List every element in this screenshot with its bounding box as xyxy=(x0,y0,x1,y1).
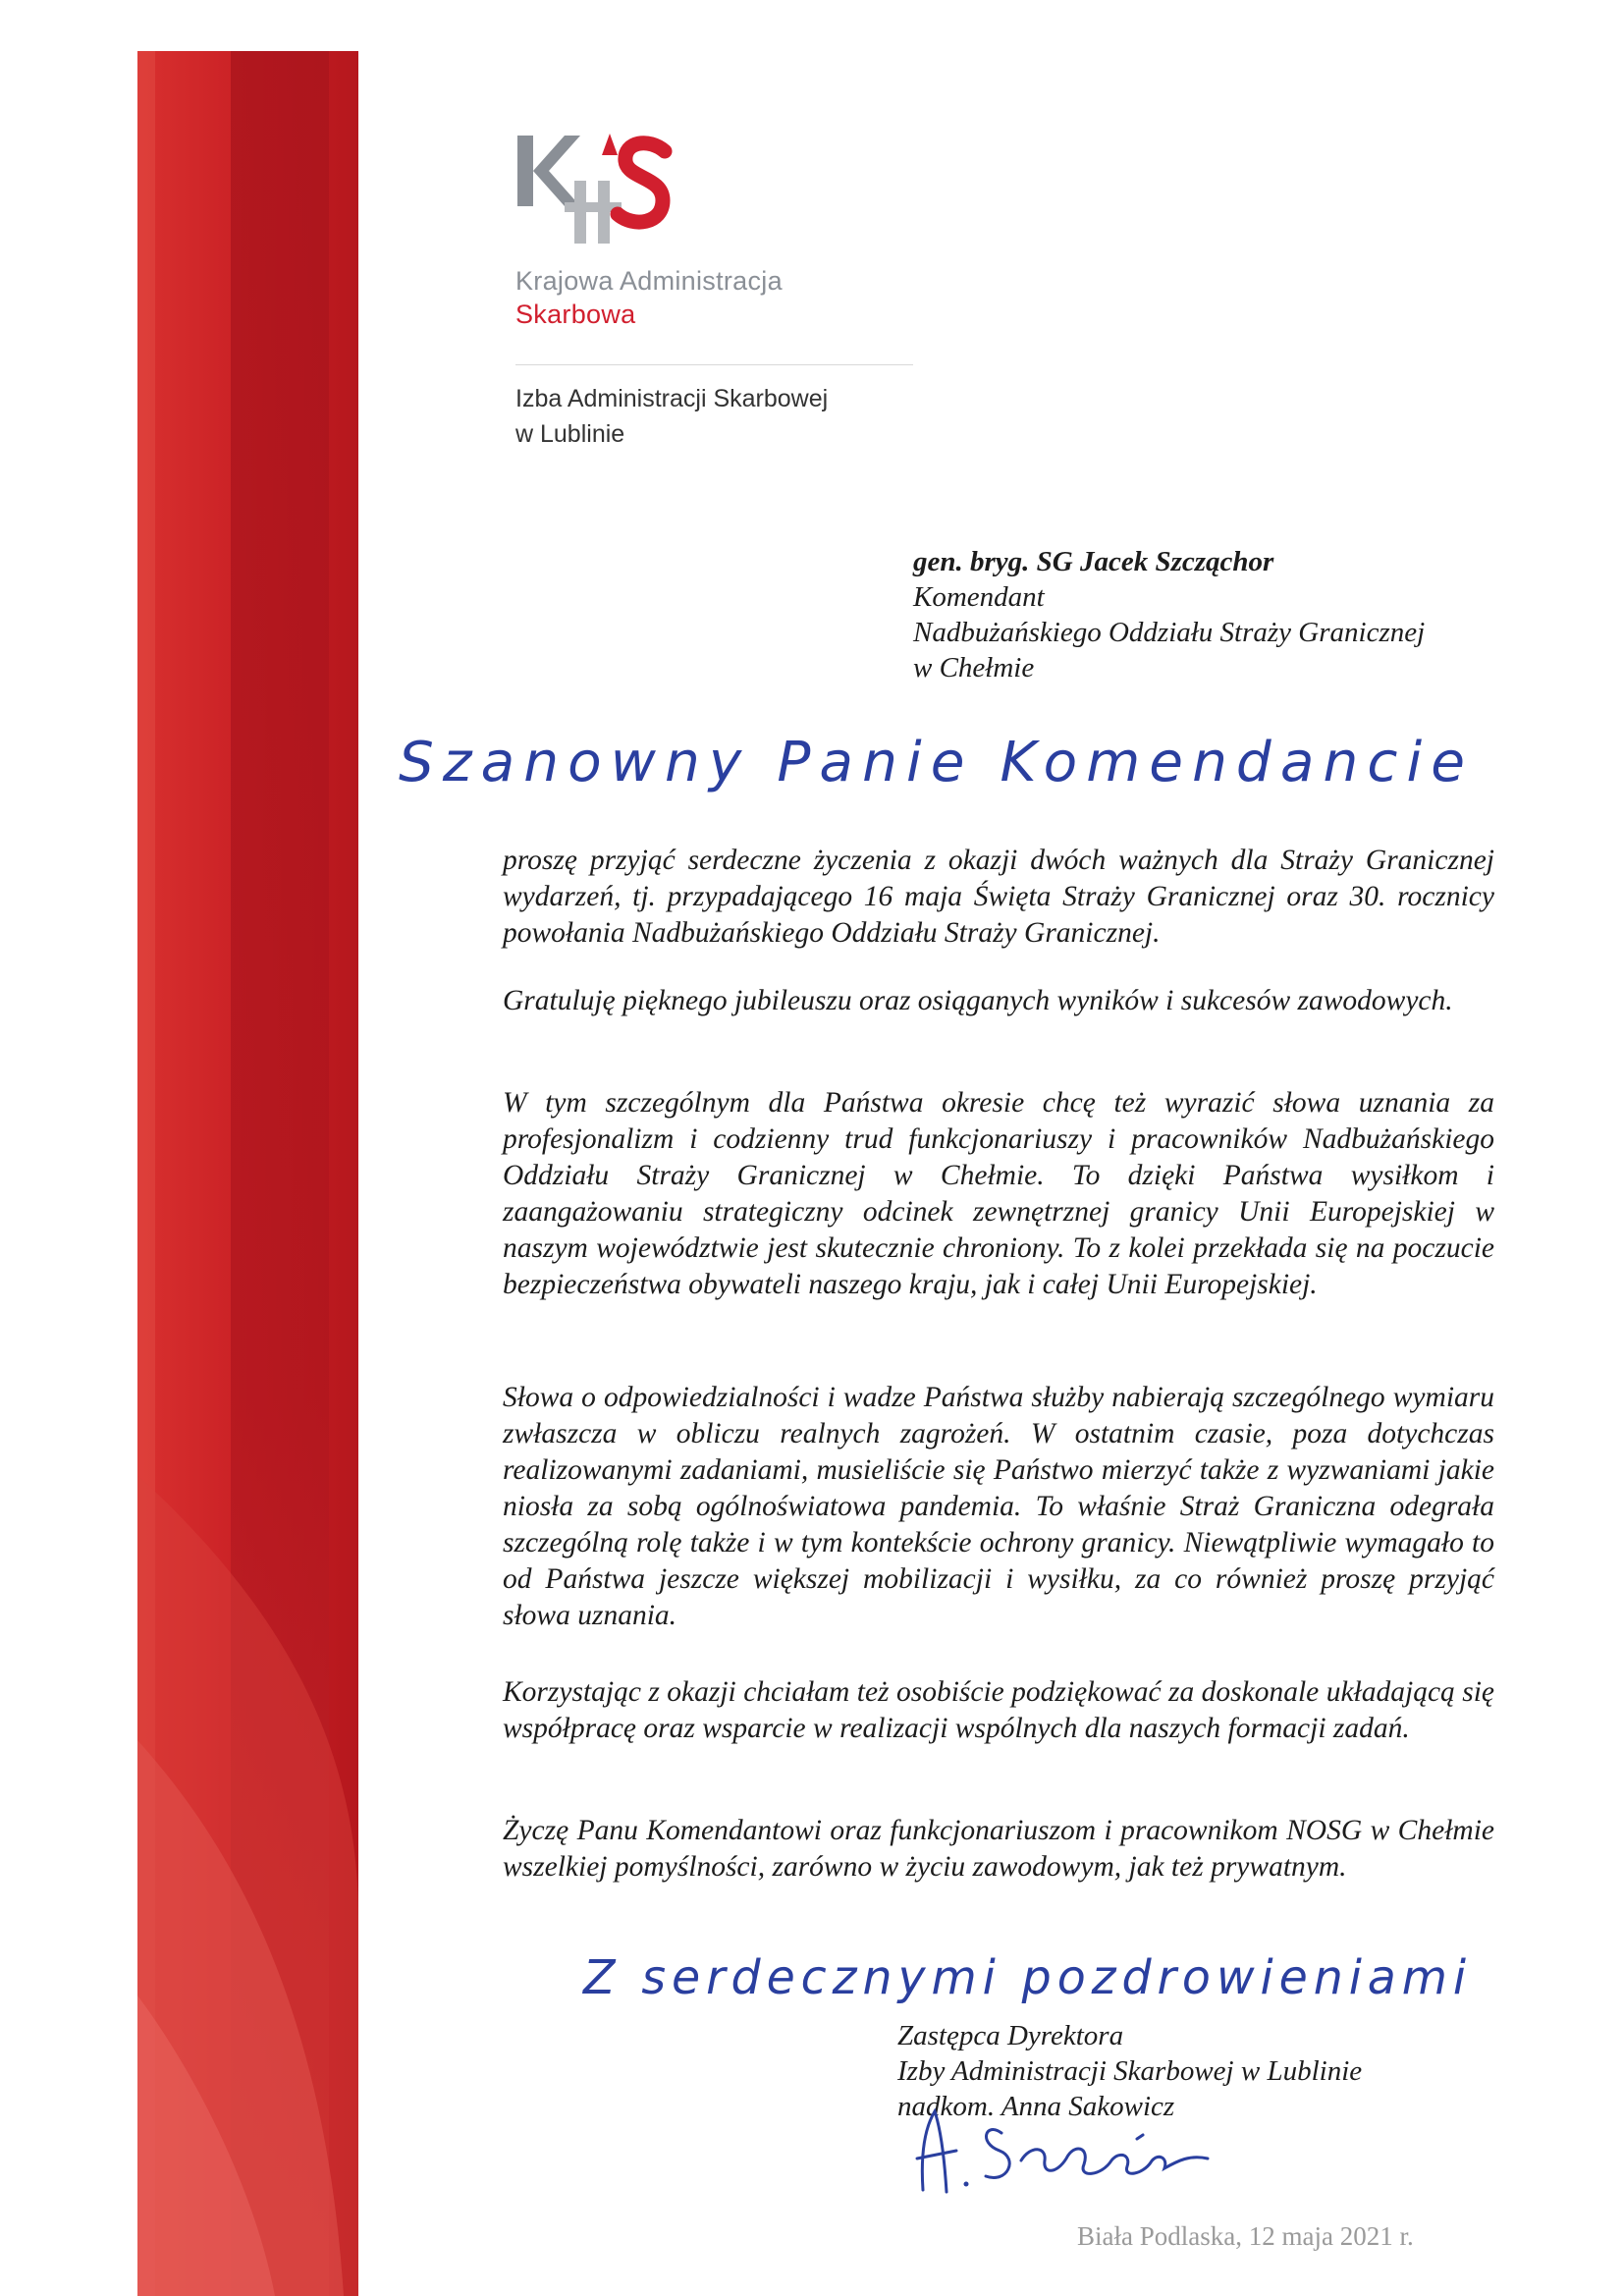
letter-paragraph: W tym szczególnym dla Państwa okresie chcę też wyrazić słowa uznania za profesjonalizm i codzienny trud funkcjonariuszy i pracowników Nadbużańskiego Oddziału Straży Granicznej w Chełmie. To dzięki Państwa wysiłkom i zaangażowaniu strategiczny odcinek zewnętrznej granicy Unii Europejskiej w naszym województwie jest skutecznie chroniony. To z kolei przekłada się na poczucie bezpieczeństwa obywateli naszego kraju, jak i całej Unii Europejskiej. xyxy=(503,1087,1494,1300)
addressee-line: Nadbużańskiego Oddziału Straży Granicznej xyxy=(913,617,1426,648)
addressee-line: w Chełmie xyxy=(913,652,1035,683)
addressee-line: Komendant xyxy=(913,581,1045,613)
letter-paragraph: Życzę Panu Komendantowi oraz funkcjonariuszom i pracownikom NOSG w Chełmie wszelkiej pomyślności, zarówno w życiu zawodowym, jak też prywatnym. xyxy=(503,1815,1494,1883)
office-name-line1: Izba Administracji Skarbowej xyxy=(515,385,829,412)
signatory-name: nadkom. Anna Sakowicz xyxy=(897,2091,1175,2122)
handwritten-signature xyxy=(884,2082,1257,2200)
signatory-institution: Izby Administracji Skarbowej w Lublinie xyxy=(897,2055,1363,2087)
addressee-name: gen. bryg. SG Jacek Szcząchor xyxy=(913,546,1274,577)
header-divider xyxy=(515,364,913,365)
logo-text-line1: Krajowa Administracja xyxy=(515,266,783,296)
decorative-red-banner xyxy=(137,51,358,2296)
handwritten-salutation xyxy=(393,722,1483,815)
office-name-line2: w Lublinie xyxy=(515,420,625,448)
letter-paragraph: Słowa o odpowiedzialności i wadze Państwa służby nabierają szczególnego wymiaru zwłaszcza w obliczu realnych zagrożeń. W ostatnim czasie, poza dotychczas realizowanymi zadaniami, musieliście się Państwo mierzyć także z wyzwaniami jakie niosła za sobą ogólnoświatowa pandemia. To właśnie Straż Graniczna odegrała szczególną rolę także i w tym kontekście ochrony granicy. Niewątpliwie wymagało to od Państwa jeszcze większej mobilizacji i wysiłku, za co również proszę przyjąć słowa uznania. xyxy=(503,1382,1494,1631)
logo-text-line2: Skarbowa xyxy=(515,300,636,329)
closing-text: Z serdecznymi pozdrowieniami xyxy=(581,1950,1472,2005)
letter-paragraph: Korzystając z okazji chciałam też osobiście podziękować za doskonale układającą się współpracę oraz wsparcie w realizacji wspólnych dla naszych formacji zadań. xyxy=(503,1676,1494,1744)
letter-paragraph: Gratuluję pięknego jubileuszu oraz osiąganych wyników i sukcesów zawodowych. xyxy=(503,985,1453,1016)
handwritten-closing xyxy=(579,1942,1483,2016)
signatory-title: Zastępca Dyrektora xyxy=(897,2020,1124,2051)
place-date: Biała Podlaska, 12 maja 2021 r. xyxy=(1077,2221,1414,2251)
kas-logo-icon xyxy=(515,126,673,255)
letter-paragraph: proszę przyjąć serdeczne życzenia z okazji dwóch ważnych dla Straży Granicznej wydarzeń, tj. przypadającego 16 maja Święta Straży Granicznej oraz 30. rocznicy powołania Nadbużańskiego Oddziału Straży Granicznej. xyxy=(503,845,1494,949)
salutation-text: Szanowny Panie Komendancie xyxy=(399,731,1474,794)
